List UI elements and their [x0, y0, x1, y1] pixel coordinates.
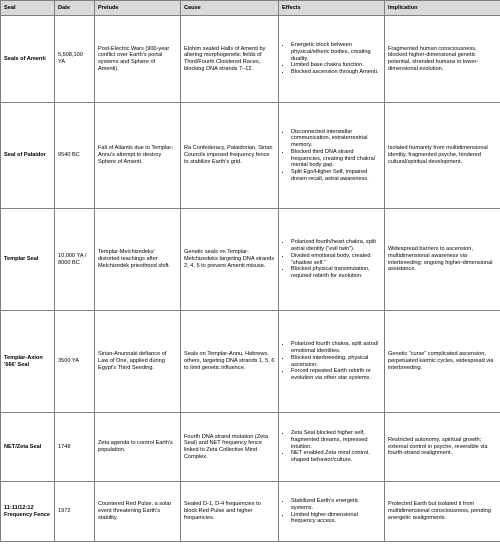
list-item: • Blocked ascension through Amenti. [291, 69, 381, 76]
table-row [1, 16, 500, 103]
seal-cell: Templar Seal [1, 209, 55, 311]
effects-list [282, 239, 381, 279]
date-cell: 3500 YA [55, 311, 95, 413]
date-cell: 10,000 YA / 8000 BC [55, 209, 95, 311]
implication-cell: Protected Earth but isolated it from multidimensional consciousness, pending energetic realignments. [385, 482, 500, 542]
header-date: Date [55, 1, 95, 16]
effects-cell [279, 311, 385, 413]
table-row [1, 209, 500, 311]
date-cell: 1972 [55, 482, 95, 542]
header-row [1, 1, 500, 16]
date-cell: 1748 [55, 413, 95, 482]
list-item: • Limited base chakra function. [291, 62, 381, 69]
list-item: • NET enabled Zeta mind control, shaped behavior/culture. [291, 450, 381, 463]
list-item: • Limited higher-dimensional frequency access. [291, 512, 381, 525]
list-item: • Disconnected interstellar communication, extraterrestrial memory. [291, 129, 381, 149]
cause-cell: Seals on Templar-Annu, Hebrews, others, targeting DNA strands 1, 5, 6 to limit genetic influence. [181, 311, 279, 413]
table-row [1, 413, 500, 482]
implication-cell: Fragmented human consciousness, blocked higher-dimensional genetic potential, stranded humans in lower-dimensional evolution. [385, 16, 500, 103]
list-item: • Stabilized Earth's energetic systems. [291, 498, 381, 511]
prelude-cell: Post-Electric Wars (900-year conflict over Earth's portal systems and Sphere of Amenti). [95, 16, 181, 103]
seal-cell: Seal of Palaidor [1, 103, 55, 209]
list-item: • Blocked third DNA strand frequencies, creating third chakra/ mental body gap. [291, 149, 381, 169]
header-seal: Seal [1, 1, 55, 16]
table-row [1, 103, 500, 209]
effects-cell [279, 16, 385, 103]
prelude-cell: Countered Red Pulse, a solar event threatening Earth's stability. [95, 482, 181, 542]
list-item: • Polarized fourth/heart chakra, split astral identity (“evil twin”). [291, 239, 381, 252]
table-row [1, 311, 500, 413]
cause-cell: Genetic seals on Templar-Melchizedeks targeting DNA strands 2, 4, 5 to prevent Amenti misuse. [181, 209, 279, 311]
list-item: • Zeta Seal blocked higher self, fragmented dreams, repressed intuition. [291, 430, 381, 450]
cause-cell: Fourth DNA strand mutation (Zeta Seal) and NET frequency fence linked to Zeta Collective Mind Complex. [181, 413, 279, 482]
seal-cell: 11:11/12:12 Frequency Fence [1, 482, 55, 542]
header-prelude: Prelude [95, 1, 181, 16]
seal-cell: Seals of Amenti [1, 16, 55, 103]
list-item: • Split Ego/Higher Self, impaired dream recall, astral awareness. [291, 169, 381, 182]
implication-cell: Genetic “curse” complicated ascension, perpetuated karmic cycles, widespread via interbreeding. [385, 311, 500, 413]
seal-cell: NET/Zeta Seal [1, 413, 55, 482]
prelude-cell: Zeta agenda to control Earth's population. [95, 413, 181, 482]
cause-cell: Elohim sealed Halls of Amenti by altering morphogenetic fields of Third/Fourth Cloistered Races, blocking DNA strands 7–12. [181, 16, 279, 103]
list-item: • Forced repeated Earth rebirth or evolution via other star systems. [291, 368, 381, 381]
effects-cell [279, 482, 385, 542]
list-item: • Divided emotional body, created “shadow self.” [291, 253, 381, 266]
implication-cell: Widespread barriers to ascension, multidimensional awareness via interbreeding; ongoing higher-dimensional assistance. [385, 209, 500, 311]
list-item: • Blocked interbreeding, physical ascension. [291, 355, 381, 368]
effects-cell [279, 413, 385, 482]
header-implication: Implication [385, 1, 500, 16]
header-effects: Effects [279, 1, 385, 16]
implication-cell: Isolated humanity from multidimensional identity, fragmented psyche, hindered cultural/spiritual development. [385, 103, 500, 209]
list-item: • Polarized fourth chakra, split astral/ emotional identities. [291, 341, 381, 354]
effects-cell [279, 103, 385, 209]
effects-list [282, 341, 381, 381]
effects-cell [279, 209, 385, 311]
header-cause: Cause [181, 1, 279, 16]
effects-list [282, 129, 381, 183]
cause-cell: Ra Confederacy, Palaidorian, Sirian Councils imposed frequency fence to stabilize Earth's grid. [181, 103, 279, 209]
date-cell: 9540 BC [55, 103, 95, 209]
list-item: • Energetic block between physical/etheric bodies, creating duality. [291, 42, 381, 62]
prelude-cell: Templar-Melchizedeks' distorted teachings after Melchizedek priesthood shift. [95, 209, 181, 311]
list-item: • Blocked physical transmutation, required rebirth for evolution. [291, 266, 381, 279]
effects-list [282, 498, 381, 525]
implication-cell: Restricted autonomy, spiritual growth; external control in psyche, reversible via fourth-strand realignment. [385, 413, 500, 482]
seal-cell: Templar-Axion '666' Seal [1, 311, 55, 413]
cause-cell: Sealed D-1, D-4 frequencies to block Red Pulse and higher frequencies. [181, 482, 279, 542]
effects-list [282, 430, 381, 464]
date-cell: 5,508,100 YA [55, 16, 95, 103]
table-row [1, 482, 500, 542]
prelude-cell: Fall of Atlantis due to Templar-Annu's attempt to destroy Sphere of Amenti. [95, 103, 181, 209]
prelude-cell: Sirian-Anunnaki defiance of Law of One, applied during Egypt's Third Seeding. [95, 311, 181, 413]
effects-list [282, 42, 381, 76]
